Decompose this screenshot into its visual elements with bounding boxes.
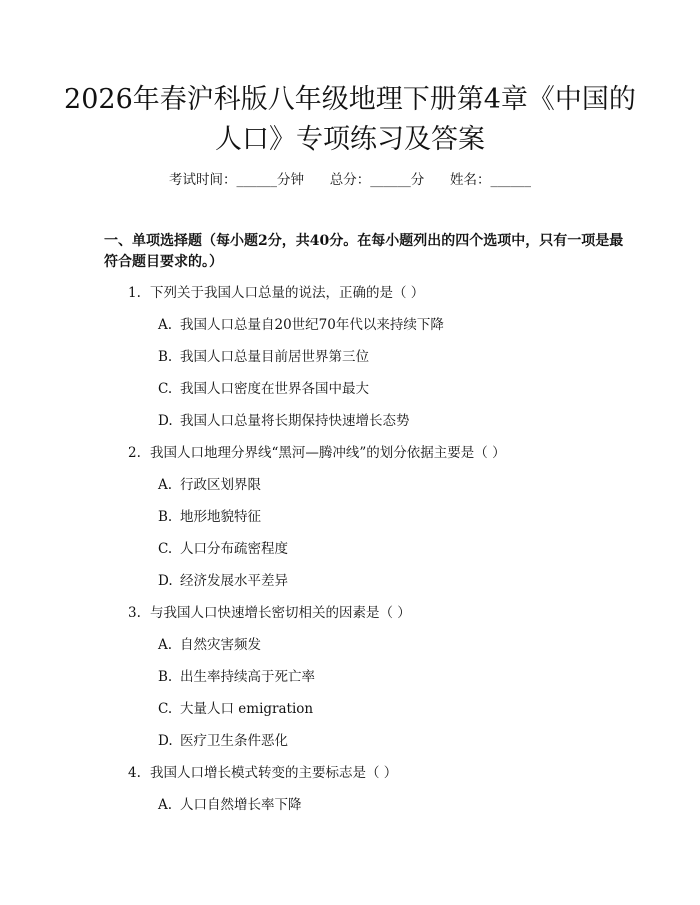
- question-number: 3.: [128, 605, 141, 621]
- option-text: 自然灾害频发: [180, 637, 261, 653]
- question-2: [128, 441, 506, 461]
- option-3b: [158, 665, 315, 685]
- exam-info-line: 考试时间：______分钟 总分：______分 姓名：______: [169, 172, 531, 188]
- question-number: 4.: [128, 765, 141, 781]
- option-2c: [158, 537, 288, 557]
- option-letter: C.: [158, 541, 173, 557]
- option-letter: A.: [158, 797, 173, 813]
- option-1c: [158, 377, 369, 397]
- option-letter: C.: [158, 381, 173, 397]
- option-letter: A.: [158, 637, 173, 653]
- option-text: 地形地貌特征: [180, 509, 261, 525]
- option-letter: D.: [158, 413, 173, 429]
- option-text: 出生率持续高于死亡率: [180, 669, 315, 685]
- document-title: 2026年春沪科版八年级地理下册第4章《中国的人口》专项练习及答案: [64, 84, 636, 155]
- option-letter: A.: [158, 317, 173, 333]
- question-text: 与我国人口快速增长密切相关的因素是（ ）: [150, 605, 411, 621]
- option-2d: [158, 569, 288, 589]
- option-text: 医疗卫生条件恶化: [180, 733, 288, 749]
- option-letter: B.: [158, 509, 173, 525]
- question-number: 1.: [128, 285, 141, 301]
- option-2a: [158, 473, 261, 493]
- option-text: 人口自然增长率下降: [180, 797, 302, 813]
- question-text: 我国人口增长模式转变的主要标志是（ ）: [150, 765, 398, 781]
- option-3c: [158, 697, 313, 717]
- option-4a: [158, 793, 302, 813]
- option-letter: B.: [158, 349, 173, 365]
- question-text: 我国人口地理分界线“黑河—腾冲线”的划分依据主要是（ ）: [150, 445, 506, 461]
- question-number: 2.: [128, 445, 141, 461]
- option-text: 我国人口密度在世界各国中最大: [180, 381, 369, 397]
- option-text: 我国人口总量将长期保持快速增长态势: [180, 413, 410, 429]
- option-1b: [158, 345, 369, 365]
- question-3: [128, 601, 411, 621]
- option-1a: [158, 313, 444, 333]
- option-text: 人口分布疏密程度: [180, 541, 288, 557]
- option-text: 经济发展水平差异: [180, 573, 288, 589]
- section-heading: 一、单项选择题（每小题2分，共40分。在每小题列出的四个选项中，只有一项是最符合题目要求的。）: [104, 233, 624, 270]
- option-3a: [158, 633, 261, 653]
- question-text: 下列关于我国人口总量的说法，正确的是（ ）: [150, 285, 425, 301]
- option-letter: D.: [158, 733, 173, 749]
- option-letter: A.: [158, 477, 173, 493]
- option-text: 我国人口总量自20世纪70年代以来持续下降: [180, 317, 444, 333]
- option-2b: [158, 505, 261, 525]
- option-letter: C.: [158, 701, 173, 717]
- option-text: 大量人口 emigration: [180, 701, 314, 717]
- option-3d: [158, 729, 288, 749]
- option-text: 行政区划界限: [180, 477, 261, 493]
- option-letter: B.: [158, 669, 173, 685]
- option-1d: [158, 409, 410, 429]
- option-letter: D.: [158, 573, 173, 589]
- question-1: [128, 281, 424, 301]
- question-4: [128, 761, 397, 781]
- option-text: 我国人口总量目前居世界第三位: [180, 349, 369, 365]
